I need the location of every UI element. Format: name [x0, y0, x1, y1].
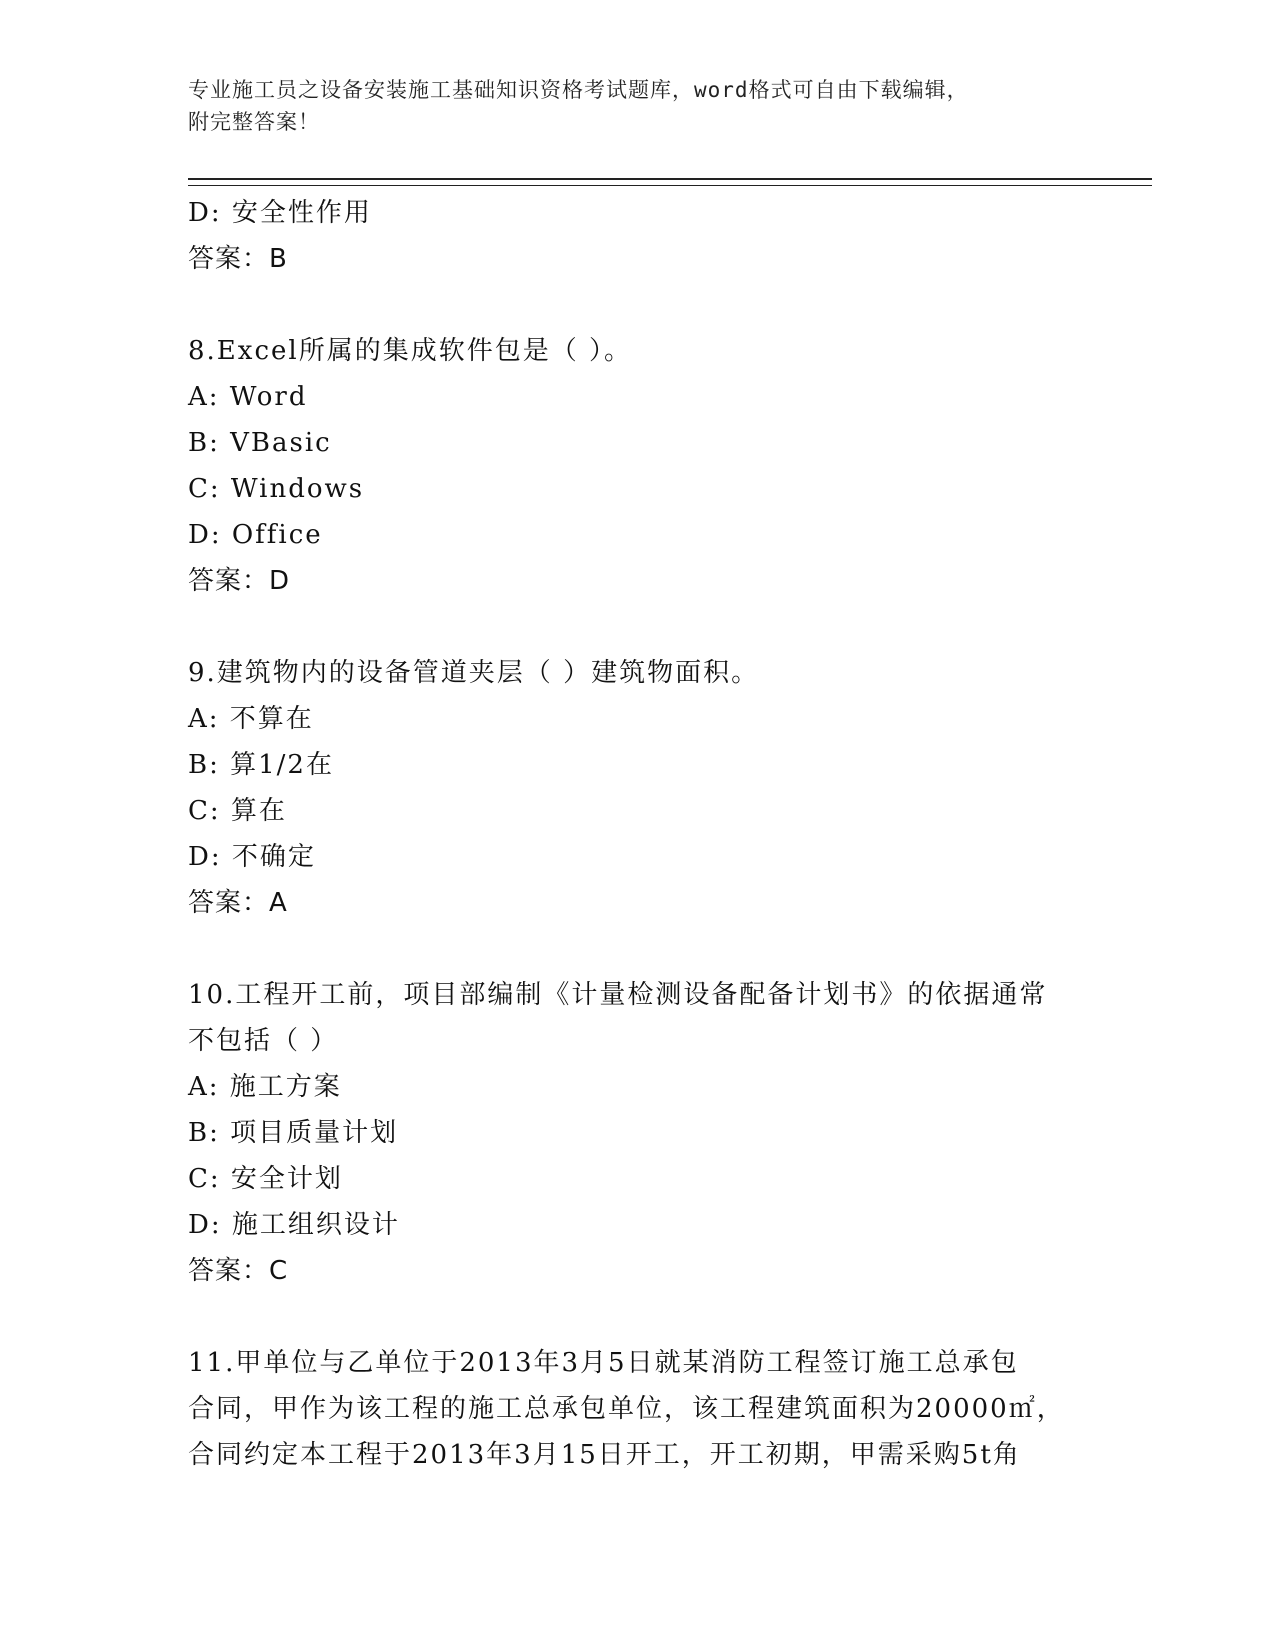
previous-question-tail — [188, 190, 1088, 282]
question-stem-line-2: 不包括（ ） — [188, 1026, 339, 1056]
document-body — [188, 190, 1088, 1478]
option-c: C: 算在 — [188, 796, 287, 826]
question-9 — [188, 650, 1088, 926]
option-d: D: 不确定 — [188, 842, 316, 872]
question-stem-line-3: 合同约定本工程于2013年3月15日开工，开工初期，甲需采购5t角 — [188, 1440, 1021, 1470]
option-b: B: 项目质量计划 — [188, 1118, 399, 1148]
question-stem-line-1: 10.工程开工前，项目部编制《计量检测设备配备计划书》的依据通常 — [188, 980, 1048, 1010]
option-b: B: VBasic — [188, 428, 332, 458]
answer-line: 答案：A — [188, 888, 288, 918]
header-divider — [188, 178, 1152, 186]
question-stem-line-2: 合同，甲作为该工程的施工总承包单位，该工程建筑面积为20000㎡， — [188, 1394, 1065, 1424]
option-d: D: 安全性作用 — [188, 198, 372, 228]
header-line-2: 附完整答案！ — [188, 110, 320, 134]
document-header — [188, 74, 1068, 138]
option-a: A: Word — [188, 382, 308, 412]
option-b: B: 算1/2在 — [188, 750, 334, 780]
answer-line: 答案：C — [188, 1256, 289, 1286]
question-11 — [188, 1340, 1088, 1478]
option-c: C: 安全计划 — [188, 1164, 343, 1194]
option-a: A: 不算在 — [188, 704, 314, 734]
option-d: D: Office — [188, 520, 323, 550]
option-a: A: 施工方案 — [188, 1072, 342, 1102]
header-line-1: 专业施工员之设备安装施工基础知识资格考试题库，word格式可自由下载编辑， — [188, 78, 969, 102]
question-10 — [188, 972, 1088, 1294]
answer-line: 答案：B — [188, 244, 288, 274]
answer-line: 答案：D — [188, 566, 291, 596]
question-stem: 8.Excel所属的集成软件包是（ ）。 — [188, 336, 632, 366]
question-stem: 9.建筑物内的设备管道夹层（ ）建筑物面积。 — [188, 658, 760, 688]
option-d: D: 施工组织设计 — [188, 1210, 400, 1240]
option-c: C: Windows — [188, 474, 365, 504]
question-stem-line-1: 11.甲单位与乙单位于2013年3月5日就某消防工程签订施工总承包 — [188, 1348, 1019, 1378]
question-8 — [188, 328, 1088, 604]
